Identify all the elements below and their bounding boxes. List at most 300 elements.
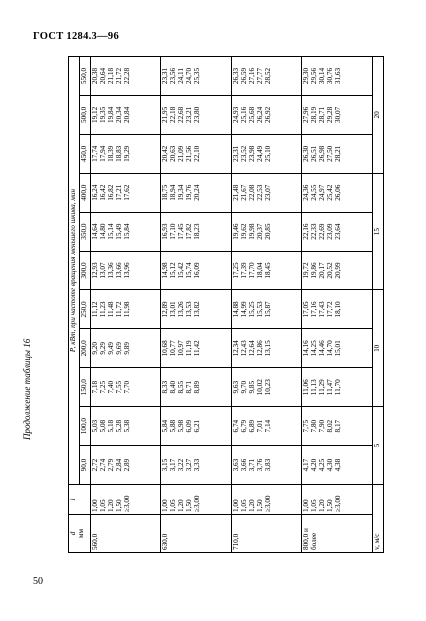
power-value: 19,35 [98, 106, 107, 123]
power-value: 3,15 [161, 458, 170, 472]
power-cell [90, 134, 161, 173]
d-cell: 560,0 [90, 515, 161, 553]
power-value: 12,64 [247, 340, 256, 357]
power-value: 12,34 [231, 340, 240, 357]
i-cell [90, 485, 161, 515]
power-value: 29,56 [310, 67, 319, 85]
power-value: 3,22 [177, 458, 186, 472]
power-value: 30,07 [334, 106, 343, 123]
power-value: 23,98 [247, 145, 256, 162]
power-value: 18,45 [263, 262, 272, 279]
power-cell [90, 173, 161, 212]
power-value: 16,09 [193, 262, 202, 279]
power-value: 9,70 [239, 380, 248, 394]
power-value: 8,40 [169, 380, 178, 394]
power-value: 5,98 [177, 419, 186, 433]
power-value: 11,70 [334, 379, 343, 396]
power-value: 30,76 [326, 67, 335, 85]
i-cell [231, 485, 302, 515]
power-cell [161, 57, 232, 96]
power-value: 13,07 [98, 262, 107, 279]
power-value: 20,17 [318, 262, 327, 279]
power-value: 7,75 [302, 419, 311, 433]
power-value: 3,27 [185, 458, 194, 472]
power-value: 26,51 [310, 145, 319, 162]
power-value: 5,88 [169, 419, 178, 433]
power-value: 15,84 [122, 223, 131, 240]
power-value: 8,02 [326, 419, 335, 433]
power-value: 4,20 [310, 458, 319, 472]
power-value: 20,99 [334, 262, 343, 279]
power-value: 14,88 [231, 301, 240, 318]
power-value: 26,92 [263, 106, 272, 123]
power-value: 17,62 [122, 184, 131, 201]
power-value: 19,34 [177, 184, 186, 201]
power-value: 11,98 [122, 301, 131, 318]
power-value: 11,23 [98, 301, 107, 318]
power-value: 28,21 [334, 145, 343, 162]
power-value: 17,16 [310, 301, 319, 318]
power-value: 5,84 [161, 419, 170, 433]
power-value: 2,72 [90, 458, 99, 472]
power-value: 20,37 [255, 223, 264, 240]
power-value: 20,24 [193, 184, 202, 201]
power-value: 7,25 [98, 380, 107, 394]
power-value: 14,25 [310, 340, 319, 357]
power-value: 26,30 [302, 145, 311, 162]
power-value: 18,39 [106, 145, 115, 162]
power-value: 8,33 [161, 380, 170, 394]
power-value: 15,49 [114, 223, 123, 240]
i-value: 1,50 [255, 499, 264, 512]
power-value: 4,25 [318, 458, 327, 472]
power-value: 6,21 [193, 419, 202, 433]
power-value: 9,20 [90, 342, 99, 355]
power-value: 22,33 [310, 223, 319, 240]
i-cell [161, 485, 232, 515]
power-value: 18,94 [169, 184, 178, 201]
power-value: 13,82 [193, 301, 202, 318]
table-row [231, 57, 302, 553]
power-value: 21,67 [239, 184, 248, 201]
power-value: 7,40 [106, 380, 115, 394]
power-value: 18,75 [161, 184, 170, 201]
power-value: 24,36 [302, 184, 311, 201]
power-value: 24,70 [185, 67, 194, 85]
speed-header: 550,0 [79, 57, 90, 96]
i-value: 1,20 [318, 499, 327, 512]
power-cell [161, 329, 232, 368]
power-cell [90, 368, 161, 407]
power-value: 7,14 [263, 419, 272, 433]
power-value: 16,93 [161, 223, 170, 240]
speed-header: 90,0 [79, 446, 90, 485]
power-value: 7,18 [90, 380, 99, 394]
d-cell: 710,0 [231, 515, 302, 553]
d-cell: 800,0 и более [302, 515, 373, 553]
power-cell [302, 251, 373, 290]
i-value: ≥3,00 [193, 495, 202, 512]
power-value: 10,77 [169, 340, 178, 357]
power-value: 9,63 [231, 380, 240, 394]
power-value: 15,25 [247, 301, 256, 318]
power-value: 23,31 [161, 67, 170, 85]
power-value: 26,24 [255, 106, 264, 123]
power-value: 21,95 [161, 106, 170, 123]
power-value: 23,09 [326, 223, 335, 240]
power-value: 6,09 [185, 419, 194, 433]
power-value: 20,38 [90, 67, 99, 85]
power-value: 25,35 [193, 67, 202, 85]
power-cell [302, 95, 373, 134]
speed-header: 400,0 [79, 173, 90, 212]
power-value: 13,01 [169, 301, 178, 318]
power-value: 24,93 [231, 106, 240, 123]
i-value: ≥3,00 [263, 495, 272, 512]
power-value: 9,49 [106, 342, 115, 355]
power-value: 14,46 [318, 340, 327, 357]
power-value: 12,93 [90, 262, 99, 279]
power-value: 25,42 [326, 184, 335, 201]
d-header [69, 515, 91, 553]
power-value: 27,16 [247, 67, 256, 85]
power-value: 25,10 [263, 145, 272, 162]
power-cell [90, 57, 161, 96]
power-cell [302, 212, 373, 251]
power-value: 7,55 [114, 380, 123, 394]
i-value: ≥3,00 [122, 495, 131, 512]
power-value: 29,28 [326, 106, 335, 123]
power-value: 22,18 [169, 106, 178, 123]
speed-header: 350,0 [79, 212, 90, 251]
power-value: 4,30 [326, 458, 335, 472]
power-value: 8,89 [193, 380, 202, 394]
power-cell [302, 173, 373, 212]
power-value: 2,89 [122, 458, 131, 472]
power-cell [161, 407, 232, 446]
power-value: 6,79 [239, 419, 248, 433]
power-value: 8,71 [185, 380, 194, 394]
power-cell [231, 173, 302, 212]
power-cell [161, 446, 232, 485]
power-value: 15,87 [263, 301, 272, 318]
i-value: 1,05 [98, 499, 107, 512]
d-cell: 630,0 [161, 515, 232, 553]
table-continuation-caption: Продолжение таблицы 16 [22, 338, 32, 440]
i-value: 1,50 [326, 499, 335, 512]
power-value: 28,71 [318, 106, 327, 123]
power-value: 2,79 [106, 458, 115, 472]
power-value: 11,12 [90, 301, 99, 318]
power-cell [161, 95, 232, 134]
power-value: 20,52 [326, 262, 335, 279]
power-value: 7,01 [255, 419, 264, 433]
power-value: 29,30 [302, 67, 311, 85]
power-value: 26,98 [318, 145, 327, 162]
power-value: 22,53 [255, 184, 264, 201]
power-value: 4,17 [302, 458, 311, 472]
power-value: 6,74 [231, 419, 240, 433]
power-value: 19,84 [106, 106, 115, 123]
i-value: 1,20 [247, 499, 256, 512]
power-value: 11,48 [106, 301, 115, 318]
power-value: 8,55 [177, 380, 186, 394]
power-value: 20,34 [114, 106, 123, 123]
power-cell [90, 251, 161, 290]
table-row [90, 57, 161, 553]
power-value: 5,08 [98, 419, 107, 433]
power-value: 28,19 [310, 106, 319, 123]
power-value: 3,83 [263, 458, 272, 472]
power-value: 10,97 [177, 340, 186, 357]
power-value: 21,18 [106, 67, 115, 85]
power-cell [302, 57, 373, 96]
power-value: 16,24 [90, 184, 99, 201]
power-value: 17,39 [239, 262, 248, 279]
power-value: 14,64 [90, 223, 99, 240]
power-value: 27,50 [326, 145, 335, 162]
power-value: 22,68 [177, 106, 186, 123]
power-value: 4,38 [334, 458, 343, 472]
speed-header: 300,0 [79, 251, 90, 290]
power-value: 25,68 [247, 106, 256, 123]
i-header: i [69, 485, 91, 515]
power-value: 24,49 [255, 145, 264, 162]
power-value: 13,26 [177, 301, 186, 318]
power-value: 18,10 [334, 301, 343, 318]
power-value: 20,42 [161, 145, 170, 162]
power-value: 21,56 [185, 145, 194, 162]
power-value: 24,97 [318, 184, 327, 201]
power-value: 15,01 [334, 340, 343, 357]
power-value: 7,80 [310, 419, 319, 433]
power-cell [231, 368, 302, 407]
power-cell [231, 57, 302, 96]
power-value: 7,70 [122, 380, 131, 394]
power-value: 15,14 [106, 223, 115, 240]
power-value: 22,69 [318, 223, 327, 240]
power-value: 3,76 [255, 458, 264, 472]
power-value: 11,13 [310, 379, 319, 396]
power-cell [302, 446, 373, 485]
table-row [302, 57, 373, 553]
power-value: 23,21 [185, 106, 194, 123]
power-value: 26,06 [334, 184, 343, 201]
power-value: 23,31 [231, 145, 240, 162]
power-value: 19,72 [302, 262, 311, 279]
power-cell [231, 212, 302, 251]
power-value: 5,38 [122, 419, 131, 433]
power-value: 9,89 [122, 342, 131, 355]
power-value: 30,14 [318, 67, 327, 85]
page-number: 50 [33, 576, 43, 587]
speed-header: 100,0 [79, 407, 90, 446]
speed-header-row [79, 57, 90, 553]
power-value: 11,06 [302, 379, 311, 396]
power-value: 5,18 [106, 419, 115, 433]
power-value: 24,11 [177, 68, 186, 84]
power-value: 14,70 [326, 340, 335, 357]
power-cell [161, 173, 232, 212]
power-value: 6,89 [247, 419, 256, 433]
power-value: 27,96 [302, 106, 311, 123]
power-value: 17,70 [247, 262, 256, 279]
power-value: 19,86 [310, 262, 319, 279]
power-cell [302, 368, 373, 407]
power-cell [161, 290, 232, 329]
power-cell [90, 407, 161, 446]
power-value: 3,63 [231, 458, 240, 472]
i-value: 1,20 [106, 499, 115, 512]
power-cell [90, 290, 161, 329]
power-value: 20,64 [98, 67, 107, 85]
velocity-mark: 15 [373, 173, 384, 290]
power-value: 3,71 [247, 458, 256, 472]
power-value: 12,86 [255, 340, 264, 357]
power-cell [302, 407, 373, 446]
i-value: 1,05 [169, 499, 178, 512]
header-row-top [69, 57, 80, 553]
power-value: 15,53 [255, 301, 264, 318]
power-value: 21,48 [231, 184, 240, 201]
power-value: 19,46 [231, 223, 240, 240]
power-value: 9,29 [98, 342, 107, 355]
power-value: 26,33 [231, 67, 240, 85]
velocity-label: v, м/с [373, 485, 384, 553]
power-value: 22,16 [302, 223, 311, 240]
power-value: 5,28 [114, 419, 123, 433]
p-header: Р, кВт, при частоте вращения меньшего шкива, мин [69, 57, 80, 485]
power-cell [231, 251, 302, 290]
power-value: 10,02 [255, 379, 264, 396]
power-value: 28,52 [263, 67, 272, 85]
power-value: 5,03 [90, 419, 99, 433]
power-value: 12,43 [239, 340, 248, 357]
speed-header: 150,0 [79, 368, 90, 407]
power-cell [90, 95, 161, 134]
power-value: 9,85 [247, 380, 256, 394]
power-value: 25,16 [239, 106, 248, 123]
power-value: 7,90 [318, 419, 327, 433]
power-cell [231, 290, 302, 329]
power-value: 11,29 [318, 379, 327, 396]
power-value: 13,36 [106, 262, 115, 279]
i-cell [302, 485, 373, 515]
power-cell [90, 212, 161, 251]
i-value: 1,20 [177, 499, 186, 512]
power-value: 26,59 [239, 67, 248, 85]
power-value: 17,94 [98, 145, 107, 162]
i-value: 1,00 [90, 499, 99, 512]
power-cell [161, 368, 232, 407]
power-value: 17,72 [326, 301, 335, 318]
power-value: 18,83 [114, 145, 123, 162]
power-cell [231, 95, 302, 134]
power-value: 13,66 [114, 262, 123, 279]
i-value: 1,05 [239, 499, 248, 512]
i-value: 1,50 [114, 499, 123, 512]
power-cell [161, 212, 232, 251]
power-value: 2,84 [114, 458, 123, 472]
power-value: 23,56 [169, 67, 178, 85]
power-value: 20,85 [263, 223, 272, 240]
power-value: 13,53 [185, 301, 194, 318]
power-value: 14,98 [161, 262, 170, 279]
speed-header: 450,0 [79, 134, 90, 173]
power-value: 22,08 [247, 184, 256, 201]
power-value: 18,23 [193, 223, 202, 240]
power-value: 15,74 [185, 262, 194, 279]
power-value: 15,12 [169, 262, 178, 279]
power-cell [231, 446, 302, 485]
power-value: 3,17 [169, 458, 178, 472]
power-value: 23,07 [263, 184, 272, 201]
power-value: 19,76 [185, 184, 194, 201]
speed-header: 200,0 [79, 329, 90, 368]
power-value: 19,62 [239, 223, 248, 240]
speed-header: 500,0 [79, 95, 90, 134]
power-value: 17,43 [318, 301, 327, 318]
i-value: 1,00 [161, 499, 170, 512]
power-value: 11,19 [185, 340, 194, 357]
power-cell [231, 134, 302, 173]
power-value: 21,72 [114, 67, 123, 85]
power-value: 23,80 [193, 106, 202, 123]
power-value: 17,10 [169, 223, 178, 240]
power-value: 11,42 [193, 340, 202, 357]
power-cell [231, 329, 302, 368]
power-value: 24,55 [310, 184, 319, 201]
power-value: 10,68 [161, 340, 170, 357]
power-cell [161, 251, 232, 290]
power-cell [302, 134, 373, 173]
power-value: 13,96 [122, 262, 131, 279]
i-value: 1,00 [231, 499, 240, 512]
power-value: 17,74 [90, 145, 99, 162]
power-value: 23,52 [239, 145, 248, 162]
power-value: 11,47 [326, 379, 335, 396]
power-value: 31,63 [334, 67, 343, 85]
power-value: 11,72 [114, 301, 123, 318]
velocity-mark: 20 [373, 57, 384, 174]
power-value: 14,16 [302, 340, 311, 357]
power-value: 16,42 [98, 184, 107, 201]
power-value: 22,28 [122, 67, 131, 85]
power-value: 19,12 [90, 106, 99, 123]
power-value: 16,82 [106, 184, 115, 201]
power-value: 8,17 [334, 419, 343, 433]
document-title: ГОСТ 1284.3—96 [33, 31, 120, 42]
power-value: 2,74 [98, 458, 107, 472]
power-value: 14,80 [98, 223, 107, 240]
power-value: 17,45 [177, 223, 186, 240]
power-value: 22,10 [193, 145, 202, 162]
speed-header: 250,0 [79, 290, 90, 329]
i-value: 1,05 [310, 499, 319, 512]
i-value: ≥3,00 [334, 495, 343, 512]
power-value: 3,66 [239, 458, 248, 472]
d-unit: мм [76, 528, 85, 539]
power-value: 14,99 [239, 301, 248, 318]
power-value: 17,25 [231, 262, 240, 279]
power-cell [90, 329, 161, 368]
power-cell [302, 290, 373, 329]
power-value: 23,64 [334, 223, 343, 240]
rotated-table-wrapper [68, 56, 384, 553]
power-value: 17,05 [302, 301, 311, 318]
velocity-mark: 10 [373, 290, 384, 407]
power-cell [161, 134, 232, 173]
